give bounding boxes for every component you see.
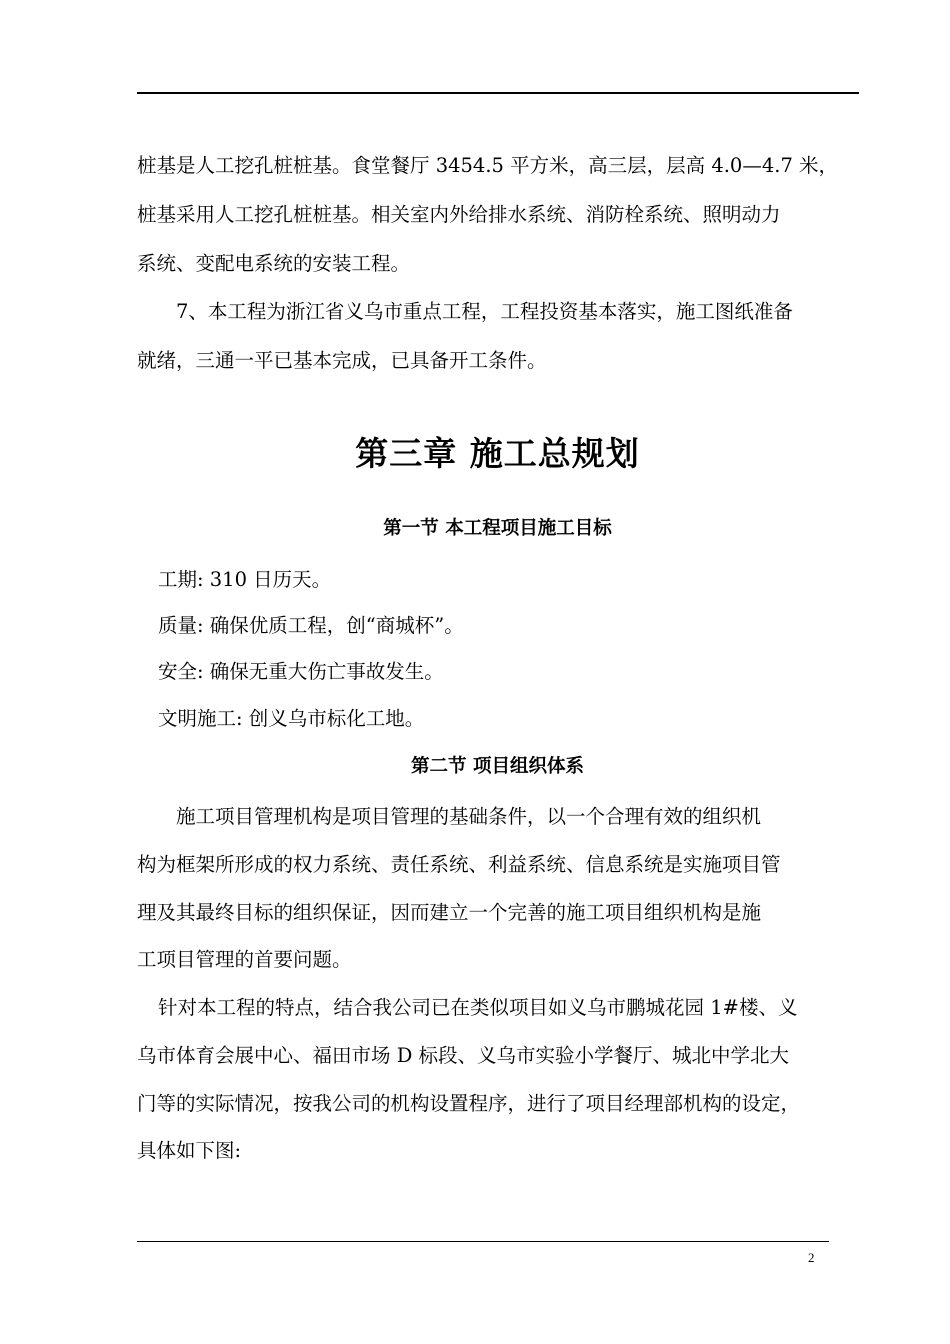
para2-line-1: 针对本工程的特点，结合我公司已在类似项目如义乌市鹏城花园 1#楼、义 bbox=[158, 996, 798, 1019]
para1-line-1: 施工项目管理机构是项目管理的基础条件，以一个合理有效的组织机 bbox=[176, 805, 762, 828]
intro-line-1: 桩基是人工挖孔桩桩基。食堂餐厅 3454.5 平方米，高三层，层高 4.0—4.7 米， bbox=[137, 154, 839, 177]
page-number: 2 bbox=[808, 1250, 815, 1265]
chapter-title: 第三章 施工总规划 bbox=[355, 434, 640, 473]
goal-safety: 安全: 确保无重大伤亡事故发生。 bbox=[158, 660, 444, 683]
goal-civilized: 文明施工: 创义乌市标化工地。 bbox=[158, 707, 425, 730]
footer-rule bbox=[137, 1241, 829, 1242]
goal-quality: 质量: 确保优质工程，创“商城杯”。 bbox=[158, 614, 464, 637]
intro-line-2: 桩基采用人工挖孔桩桩基。相关室内外给排水系统、消防栓系统、照明动力 bbox=[137, 203, 781, 226]
goal-duration: 工期: 310 日历天。 bbox=[158, 568, 332, 591]
item7-line-1: 7、本工程为浙江省义乌市重点工程，工程投资基本落实，施工图纸准备 bbox=[176, 300, 793, 323]
section1-title: 第一节 本工程项目施工目标 bbox=[383, 518, 612, 539]
para2-line-3: 门等的实际情况，按我公司的机构设置程序，进行了项目经理部机构的设定， bbox=[137, 1092, 801, 1115]
header-rule bbox=[137, 92, 859, 94]
item7-line-2: 就绪，三通一平已基本完成，已具备开工条件。 bbox=[137, 349, 547, 372]
section2-title: 第二节 项目组织体系 bbox=[411, 756, 584, 777]
para1-line-2: 构为框架所形成的权力系统、责任系统、利益系统、信息系统是实施项目管 bbox=[137, 853, 781, 876]
intro-line-3: 系统、变配电系统的安装工程。 bbox=[137, 252, 411, 275]
para2-line-4: 具体如下图: bbox=[137, 1139, 242, 1162]
para1-line-3: 理及其最终目标的组织保证，因而建立一个完善的施工项目组织机构是施 bbox=[137, 901, 762, 924]
para1-line-4: 工项目管理的首要问题。 bbox=[137, 948, 352, 971]
para2-line-2: 乌市体育会展中心、福田市场 D 标段、义乌市实验小学餐厅、城北中学北大 bbox=[137, 1044, 790, 1067]
